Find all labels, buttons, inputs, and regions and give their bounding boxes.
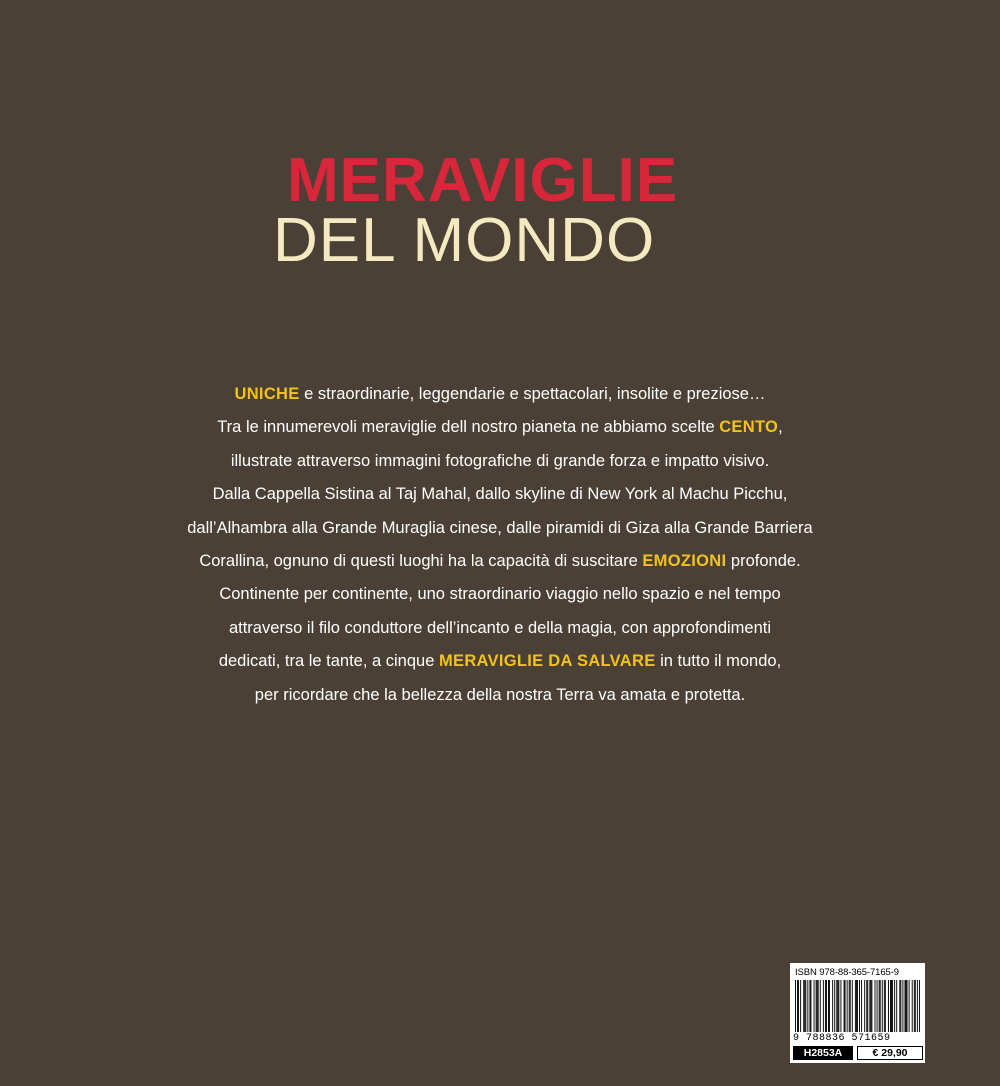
barcode-bar	[896, 980, 897, 1032]
barcode-bars	[795, 980, 920, 1032]
blurb-line-1	[80, 378, 920, 411]
barcode-bar	[885, 980, 886, 1032]
barcode-bar	[899, 980, 900, 1032]
barcode-bar	[852, 980, 853, 1032]
barcode-bar	[800, 980, 801, 1032]
barcode-bar	[804, 980, 805, 1032]
barcode-bar	[820, 980, 821, 1032]
highlight-uniche: UNICHE	[234, 385, 300, 403]
barcode-bar	[826, 980, 827, 1032]
barcode-bar	[875, 980, 876, 1032]
barcode-bar	[866, 980, 867, 1032]
blurb-line-8: attraverso il filo conduttore dell’incanto e della magia, con approfondimenti	[228, 618, 772, 637]
isbn-number: ISBN 978-88-365-7165-9	[795, 967, 899, 978]
barcode-bar	[829, 980, 830, 1032]
blurb-line-10: per ricordare che la bellezza della nostra Terra va amata e protetta.	[254, 685, 746, 704]
barcode-bar	[894, 980, 895, 1032]
barcode-bar	[825, 980, 826, 1032]
blurb-line-6	[80, 545, 920, 578]
barcode-bar	[844, 980, 845, 1032]
back-cover-blurb	[80, 378, 920, 712]
barcode-bar	[915, 980, 916, 1032]
ean-digits: 9 788836 571659	[793, 1033, 891, 1044]
barcode-bar	[867, 980, 868, 1032]
barcode-bar	[907, 980, 908, 1032]
barcode-bar	[855, 980, 856, 1032]
barcode-bar	[906, 980, 907, 1032]
barcode-bar	[869, 980, 870, 1032]
highlight-meraviglie-da-salvare: MERAVIGLIE DA SALVARE	[438, 652, 656, 671]
barcode-bar	[803, 980, 804, 1032]
barcode-bar	[834, 980, 835, 1032]
barcode-bar	[849, 980, 850, 1032]
barcode-bar	[810, 980, 811, 1032]
blurb-line-4: Dalla Cappella Sistina al Taj Mahal, dallo skyline di New York al Machu Picchu,	[212, 485, 788, 504]
blurb-line-2	[80, 411, 920, 444]
barcode-bar	[797, 980, 798, 1032]
barcode-bar	[818, 980, 819, 1032]
barcode-bar	[845, 980, 846, 1032]
barcode-bar	[891, 980, 892, 1032]
barcode-bar	[807, 980, 808, 1032]
highlight-cento: CENTO	[719, 418, 779, 437]
barcode-bar	[816, 980, 817, 1032]
barcode-bar	[880, 980, 881, 1032]
price-label: € 29,90	[857, 1046, 923, 1060]
barcode-bar	[877, 980, 878, 1032]
cover-title	[0, 0, 1000, 300]
barcode-bar	[890, 980, 891, 1032]
barcode-panel	[790, 963, 925, 1063]
blurb-line-5: dall’Alhambra alla Grande Muraglia cinese, dalle piramidi di Giza alla Grande Barriera	[187, 518, 813, 537]
barcode-bar	[900, 980, 901, 1032]
blurb-text: in tutto il mondo,	[655, 652, 782, 671]
barcode-bar	[795, 980, 796, 1032]
barcode-bar	[823, 980, 824, 1032]
title-line-meraviglie: MERAVIGLIE	[287, 146, 679, 215]
barcode-footer	[791, 1046, 924, 1061]
barcode-bar	[840, 980, 841, 1032]
barcode-bar	[861, 980, 862, 1032]
barcode-bar	[912, 980, 913, 1032]
blurb-text: dedicati, tra le tante, a cinque	[218, 652, 439, 671]
blurb-line-9	[80, 645, 920, 678]
barcode-bar	[909, 980, 910, 1032]
barcode-bar	[814, 980, 815, 1032]
blurb-text: Tra le innumerevoli meraviglie dell nostro pianeta ne abbiamo scelte	[217, 418, 720, 437]
barcode-bar	[832, 980, 833, 1032]
blurb-text: Corallina, ognuno di questi luoghi ha la capacità di suscitare	[199, 552, 643, 571]
blurb-text: profonde.	[726, 552, 801, 571]
barcode-bar	[837, 980, 838, 1032]
blurb-text: e straordinarie, leggendarie e spettacolari, insolite e preziose…	[299, 385, 766, 403]
product-code: H2853A	[793, 1046, 853, 1060]
barcode-bar	[817, 980, 818, 1032]
barcode-bar	[838, 980, 839, 1032]
barcode-bar	[905, 980, 906, 1032]
barcode-bar	[805, 980, 806, 1032]
barcode-bar	[917, 980, 918, 1032]
barcode-bar	[798, 980, 799, 1032]
barcode-bar	[871, 980, 872, 1032]
barcode-bar	[847, 980, 848, 1032]
blurb-text: ,	[778, 418, 783, 437]
barcode-bar	[888, 980, 889, 1032]
barcode-bar	[919, 980, 920, 1032]
barcode-bar	[884, 980, 885, 1032]
barcode-bar	[870, 980, 871, 1032]
barcode-bar	[836, 980, 837, 1032]
barcode-bar	[857, 980, 858, 1032]
barcode-bar	[892, 980, 893, 1032]
barcode-bar	[809, 980, 810, 1032]
barcode-bar	[882, 980, 883, 1032]
barcode-bar	[850, 980, 851, 1032]
blurb-line-7: Continente per continente, uno straordinario viaggio nello spazio e nel tempo	[219, 585, 781, 604]
barcode-bar	[914, 980, 915, 1032]
title-line-del-mondo: DEL MONDO	[273, 206, 656, 275]
blurb-line-3: illustrate attraverso immagini fotografiche di grande forza e impatto visivo.	[230, 451, 770, 470]
highlight-emozioni: EMOZIONI	[642, 552, 727, 571]
barcode-bar	[864, 980, 865, 1032]
barcode-bar	[856, 980, 857, 1032]
barcode-bar	[828, 980, 829, 1032]
barcode-bar	[879, 980, 880, 1032]
barcode-bar	[902, 980, 903, 1032]
barcode-bar	[859, 980, 860, 1032]
